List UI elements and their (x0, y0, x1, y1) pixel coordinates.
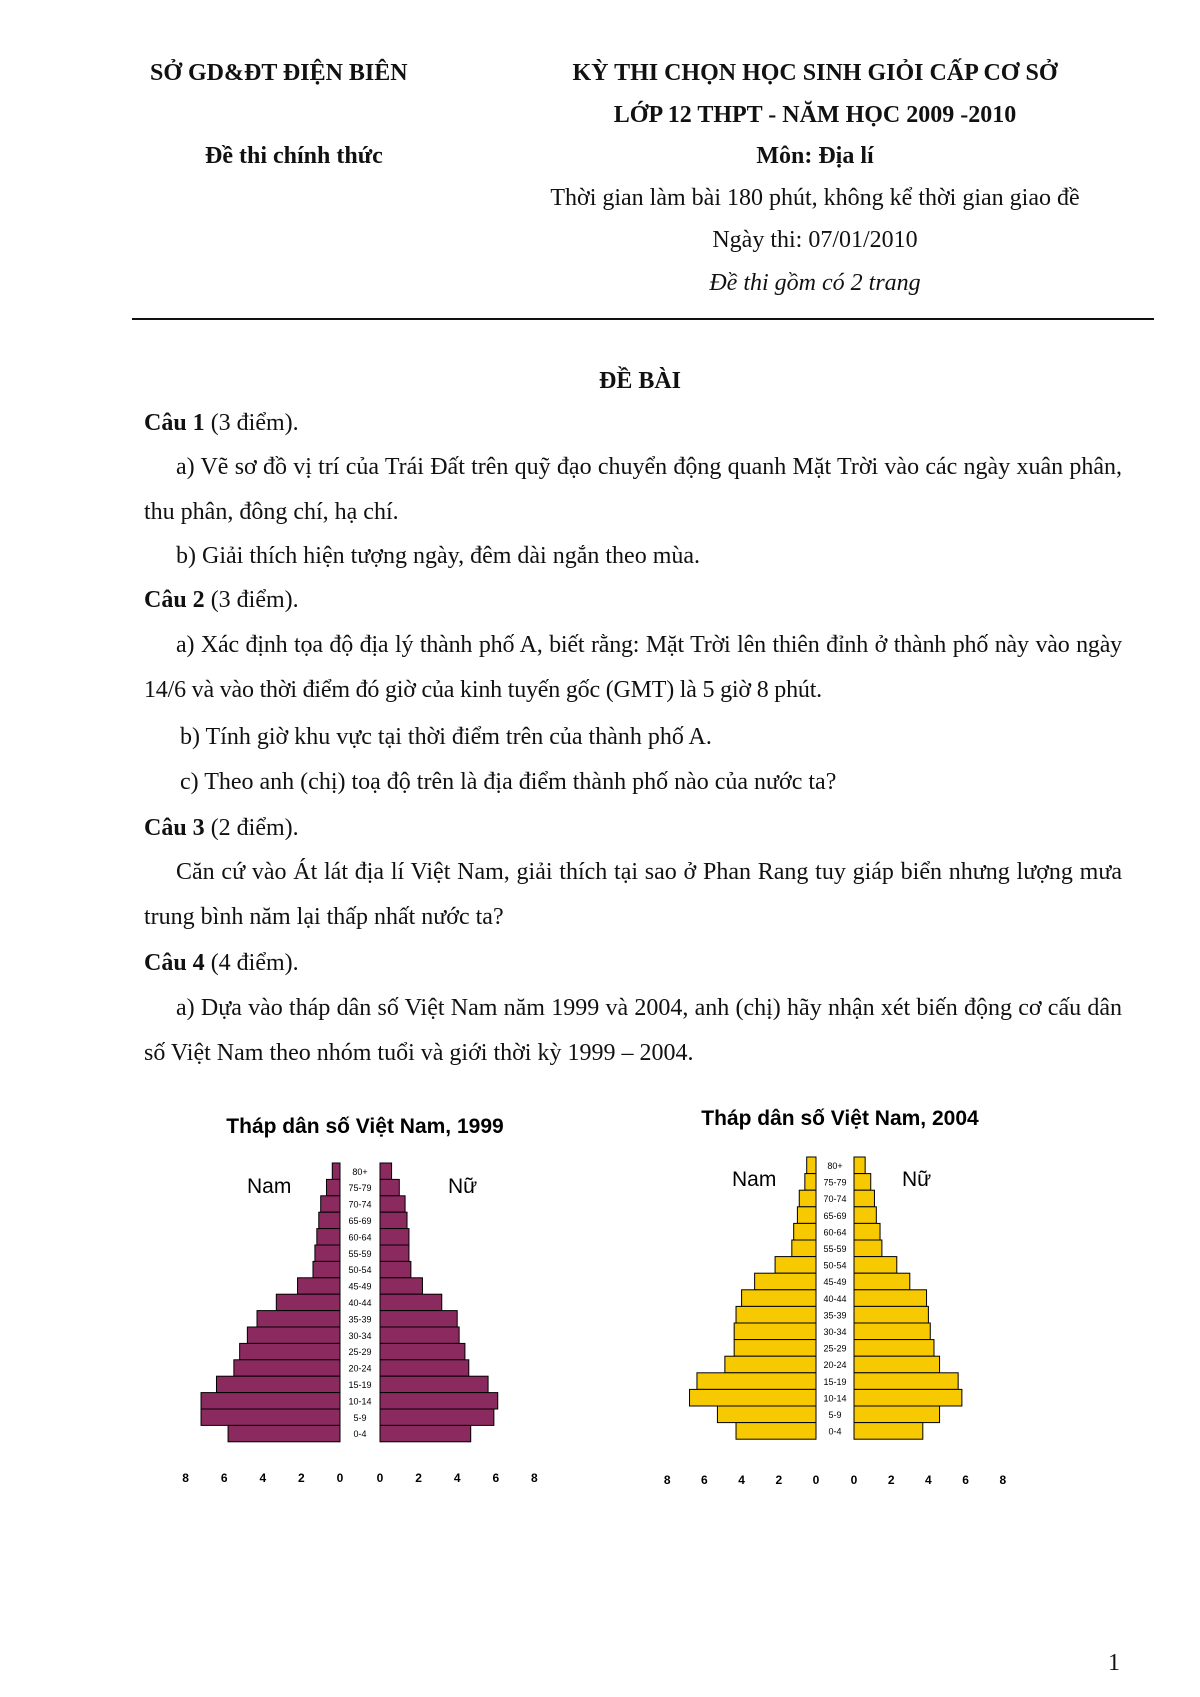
male-bar (717, 1406, 816, 1423)
exam-page-count: Đề thi gồm có 2 trang (709, 270, 921, 296)
age-group-label: 10-14 (348, 1396, 372, 1407)
female-bar (854, 1223, 880, 1240)
male-bar (736, 1306, 816, 1323)
male-label: Nam (247, 1175, 292, 1198)
age-group-label: 50-54 (348, 1265, 372, 1276)
male-bar (257, 1311, 340, 1327)
question-3-points: (2 điểm). (204, 815, 299, 841)
age-group-label: 30-34 (348, 1330, 372, 1341)
female-bar (854, 1306, 928, 1323)
male-bar (690, 1389, 816, 1406)
female-bar (854, 1174, 871, 1191)
female-label: Nữ (902, 1168, 932, 1191)
chart-title: Tháp dân số Việt Nam, 2004 (701, 1107, 979, 1130)
female-bar (380, 1212, 407, 1228)
x-tick-left: 8 (663, 1473, 671, 1487)
exam-subject: Môn: Địa lí (756, 143, 874, 169)
female-bar (854, 1323, 930, 1340)
female-bar (854, 1389, 962, 1406)
question-2-heading (144, 587, 299, 614)
age-group-label: 60-64 (823, 1227, 847, 1238)
question-2-label: Câu 2 (144, 587, 205, 613)
page-number: 1 (1108, 1650, 1120, 1676)
question-4-points: (4 điểm). (204, 950, 299, 976)
section-title: ĐỀ BÀI (598, 368, 682, 394)
male-bar (734, 1323, 816, 1340)
male-label: Nam (732, 1168, 777, 1191)
age-group-label: 25-29 (823, 1343, 847, 1354)
question-1-part-a: a) Vẽ sơ đồ vị trí của Trái Đất trên quỹ đạo chuyển động quanh Mặt Trời vào các ngày xuân phân, thu phân, đông chí, hạ chí. (144, 454, 1122, 525)
female-bar (380, 1196, 405, 1212)
x-tick-right: 8 (531, 1471, 538, 1485)
age-group-label: 80+ (827, 1160, 843, 1171)
male-bar (319, 1212, 340, 1228)
age-group-label: 15-19 (823, 1376, 847, 1387)
age-group-label: 55-59 (823, 1243, 847, 1254)
exam-date: Ngày thi: 07/01/2010 (712, 227, 918, 253)
male-bar (276, 1294, 340, 1310)
age-group-label: 20-24 (823, 1360, 847, 1371)
male-bar (742, 1290, 816, 1307)
x-tick-left: 8 (182, 1471, 189, 1485)
female-bar (380, 1179, 399, 1195)
age-group-label: 65-69 (823, 1210, 847, 1221)
male-bar (792, 1240, 816, 1257)
female-bar (380, 1360, 469, 1376)
age-group-label: 35-39 (823, 1310, 847, 1321)
female-bar (380, 1163, 392, 1179)
age-group-label: 5-9 (828, 1409, 842, 1420)
male-bar (321, 1196, 340, 1212)
question-2-points: (3 điểm). (204, 587, 299, 613)
female-bar (380, 1327, 459, 1343)
female-bar (854, 1190, 874, 1207)
x-tick-left: 6 (701, 1473, 708, 1487)
age-group-label: 40-44 (823, 1293, 847, 1304)
female-bar (854, 1273, 910, 1290)
official-exam-label: Đề thi chính thức (205, 143, 383, 169)
female-bar (854, 1340, 934, 1357)
age-group-label: 65-69 (348, 1216, 372, 1227)
chart-title: Tháp dân số Việt Nam, 1999 (226, 1115, 504, 1138)
age-group-label: 70-74 (823, 1194, 847, 1205)
age-group-label: 5-9 (353, 1412, 367, 1423)
x-tick-right: 2 (415, 1471, 422, 1485)
age-group-label: 20-24 (348, 1363, 372, 1374)
male-bar (201, 1409, 340, 1425)
male-bar (332, 1163, 340, 1179)
age-group-label: 10-14 (823, 1393, 847, 1404)
female-bar (380, 1261, 411, 1277)
female-bar (380, 1393, 498, 1409)
x-tick-right: 6 (492, 1471, 500, 1485)
male-bar (734, 1340, 816, 1357)
female-bar (380, 1425, 471, 1441)
male-bar (725, 1356, 816, 1373)
female-bar (380, 1343, 465, 1359)
age-group-label: 40-44 (348, 1298, 372, 1309)
female-bar (854, 1373, 958, 1390)
female-bar (380, 1311, 457, 1327)
question-4-part-a: a) Dựa vào tháp dân số Việt Nam năm 1999 và 2004, anh (chị) hãy nhận xét biến động cơ cấu dân số Việt Nam theo nhóm tuổi và giới thời kỳ 1999 – 2004. (144, 995, 1122, 1066)
female-bar (854, 1356, 940, 1373)
age-group-label: 50-54 (823, 1260, 847, 1271)
x-tick-right: 4 (453, 1471, 461, 1485)
x-tick-left: 4 (259, 1471, 267, 1485)
female-label: Nữ (448, 1175, 478, 1198)
question-4-heading (144, 950, 299, 977)
male-bar (315, 1245, 340, 1261)
female-bar (380, 1245, 409, 1261)
x-tick-left: 2 (775, 1473, 783, 1487)
female-bar (854, 1207, 876, 1224)
age-group-label: 75-79 (348, 1183, 372, 1194)
female-bar (854, 1240, 882, 1257)
female-bar (380, 1278, 422, 1294)
male-bar (247, 1327, 340, 1343)
x-tick-right: 0 (850, 1473, 858, 1487)
male-bar (755, 1273, 816, 1290)
question-3-heading (144, 815, 299, 842)
age-group-label: 60-64 (348, 1232, 372, 1243)
question-1-part-b: b) Giải thích hiện tượng ngày, đêm dài ngắn theo mùa. (176, 543, 701, 569)
header-divider (132, 318, 1154, 320)
age-group-label: 75-79 (823, 1177, 847, 1188)
question-3-text: Căn cứ vào Át lát địa lí Việt Nam, giải thích tại sao ở Phan Rang tuy giáp biển nhưng lượng mưa trung bình năm lại thấp nhất nước ta? (144, 859, 1122, 930)
population-pyramid-1999 (160, 1105, 580, 1495)
female-bar (854, 1157, 865, 1174)
question-1-points: (3 điểm). (204, 410, 299, 436)
x-tick-right: 6 (962, 1473, 969, 1487)
age-group-label: 0-4 (353, 1429, 367, 1440)
female-bar (854, 1290, 927, 1307)
question-2-part-c: c) Theo anh (chị) toạ độ trên là địa điểm thành phố nào của nước ta? (180, 769, 837, 795)
male-bar (775, 1257, 816, 1274)
x-tick-right: 2 (887, 1473, 895, 1487)
exam-duration: Thời gian làm bài 180 phút, không kể thời gian giao đề (550, 185, 1080, 211)
x-tick-left: 0 (812, 1473, 820, 1487)
issuing-office: SỞ GD&ĐT ĐIỆN BIÊN (150, 60, 408, 86)
age-group-label: 45-49 (823, 1277, 847, 1288)
male-bar (794, 1223, 816, 1240)
age-group-label: 80+ (352, 1166, 368, 1177)
question-2-part-a: a) Xác định tọa độ địa lý thành phố A, biết rằng: Mặt Trời lên thiên đỉnh ở thành phố này vào ngày 14/6 và vào thời điểm đó giờ của kinh tuyến gốc (GMT) là 5 giờ 8 phút. (144, 632, 1122, 703)
question-2-part-b: b) Tính giờ khu vực tại thời điểm trên của thành phố A. (180, 724, 712, 750)
age-group-label: 35-39 (348, 1314, 372, 1325)
male-bar (807, 1157, 816, 1174)
question-3-label: Câu 3 (144, 815, 205, 841)
age-group-label: 0-4 (828, 1426, 842, 1437)
male-bar (201, 1393, 340, 1409)
male-bar (317, 1229, 340, 1245)
x-tick-right: 4 (925, 1473, 932, 1487)
male-bar (216, 1376, 340, 1392)
female-bar (380, 1376, 488, 1392)
exam-title-line2: LỚP 12 THPT - NĂM HỌC 2009 -2010 (613, 102, 1017, 128)
x-tick-left: 0 (336, 1471, 344, 1485)
x-tick-left: 6 (220, 1471, 228, 1485)
age-group-label: 55-59 (348, 1248, 372, 1259)
female-bar (854, 1257, 897, 1274)
x-tick-left: 4 (738, 1473, 745, 1487)
male-bar (326, 1179, 340, 1195)
age-group-label: 30-34 (823, 1326, 847, 1337)
female-bar (854, 1423, 923, 1440)
male-bar (234, 1360, 340, 1376)
male-bar (228, 1425, 340, 1441)
female-bar (380, 1229, 409, 1245)
male-bar (736, 1423, 816, 1440)
male-bar (799, 1190, 816, 1207)
x-tick-right: 0 (376, 1471, 384, 1485)
male-bar (805, 1174, 816, 1191)
question-4-label: Câu 4 (144, 950, 205, 976)
age-group-label: 70-74 (348, 1199, 372, 1210)
population-pyramid-2004 (645, 1100, 1065, 1495)
x-tick-right: 8 (999, 1473, 1007, 1487)
male-bar (697, 1373, 816, 1390)
female-bar (380, 1409, 494, 1425)
male-bar (240, 1343, 340, 1359)
age-group-label: 15-19 (348, 1380, 372, 1391)
x-tick-left: 2 (298, 1471, 305, 1485)
male-bar (313, 1261, 340, 1277)
age-group-label: 45-49 (348, 1281, 372, 1292)
male-bar (797, 1207, 816, 1224)
exam-title-line1: KỲ THI CHỌN HỌC SINH GIỎI CẤP CƠ SỞ (572, 60, 1058, 86)
age-group-label: 25-29 (348, 1347, 372, 1358)
question-1-heading (144, 410, 299, 437)
female-bar (854, 1406, 940, 1423)
female-bar (380, 1294, 442, 1310)
male-bar (298, 1278, 340, 1294)
question-1-label: Câu 1 (144, 410, 205, 436)
